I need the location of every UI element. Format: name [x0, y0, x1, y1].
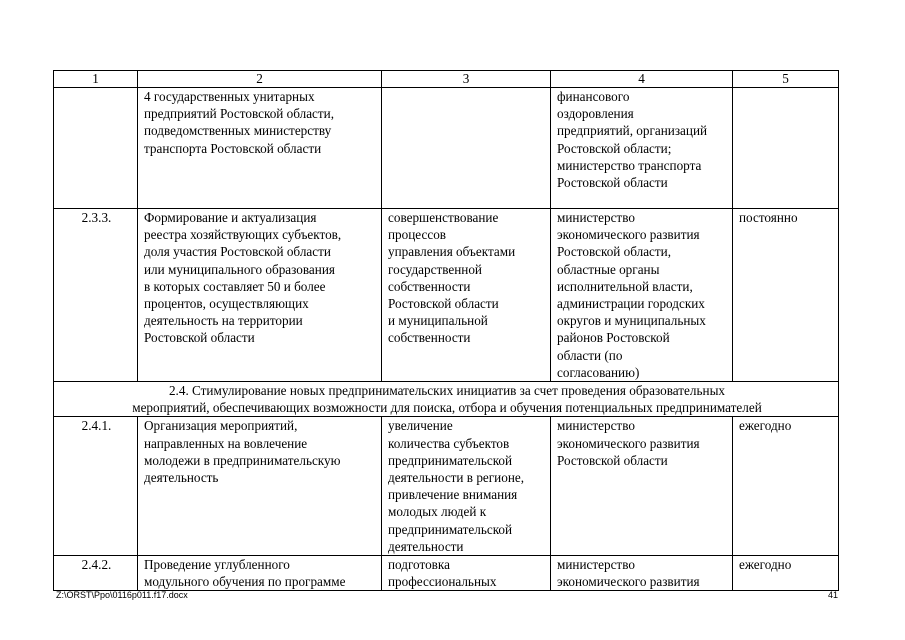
- table-row-continued: [54, 88, 839, 209]
- cell-name: Проведение углубленного модульного обучения по программе: [138, 556, 382, 591]
- table-header-row: [54, 71, 839, 88]
- header-col-2: 2: [138, 71, 382, 88]
- header-col-1: 1: [54, 71, 138, 88]
- cell-num: 2.4.2.: [54, 556, 138, 591]
- footer-file-path: Z:\ORST\Ppo\0116p011.f17.docx: [56, 590, 188, 600]
- cell-result: увеличение количества субъектов предпринимательской деятельности в регионе, привлечение внимания молодых людей к предпринимательской деятельности: [382, 417, 551, 556]
- cell-num: 2.4.1.: [54, 417, 138, 556]
- cell-executor: министерство экономического развития Ростовской области: [551, 417, 733, 556]
- cell-name: 4 государственных унитарных предприятий Ростовской области, подведомственных министерству транспорта Ростовской области: [138, 88, 382, 209]
- cell-executor: финансового оздоровления предприятий, организаций Ростовской области; министерство транспорта Ростовской области: [551, 88, 733, 209]
- cell-executor: министерство экономического развития Ростовской области, областные органы исполнительной власти, администрации городских округов и муниципальных районов Ростовской области (по согласованию): [551, 209, 733, 382]
- table-row-2-4-1: [54, 417, 839, 556]
- header-col-5: 5: [733, 71, 839, 88]
- cell-period: ежегодно: [733, 417, 839, 556]
- header-col-3: 3: [382, 71, 551, 88]
- cell-period: ежегодно: [733, 556, 839, 591]
- cell-num: 2.3.3.: [54, 209, 138, 382]
- cell-period: [733, 88, 839, 209]
- cell-executor: министерство экономического развития: [551, 556, 733, 591]
- header-col-4: 4: [551, 71, 733, 88]
- cell-result: совершенствование процессов управления объектами государственной собственности Ростовской области и муниципальной собственности: [382, 209, 551, 382]
- cell-result: [382, 88, 551, 209]
- measures-table: [53, 70, 839, 591]
- table-row-2-4-2: [54, 556, 839, 591]
- section-heading: 2.4. Стимулирование новых предпринимательских инициатив за счет проведения образовательных мероприятий, обеспечивающих возможности для поиска, отбора и обучения потенциальных предпринимателей: [54, 382, 839, 417]
- cell-name: Организация мероприятий, направленных на вовлечение молодежи в предпринимательскую деятельность: [138, 417, 382, 556]
- page-number: 41: [827, 590, 838, 600]
- cell-period: постоянно: [733, 209, 839, 382]
- section-row-2-4: [54, 382, 839, 417]
- cell-result: подготовка профессиональных: [382, 556, 551, 591]
- cell-name: Формирование и актуализация реестра хозяйствующих субъектов, доля участия Ростовской области или муниципального образования в которых составляет 50 и более процентов, осуществляющих деятельность на территории Ростовской области: [138, 209, 382, 382]
- table-row-2-3-3: [54, 209, 839, 382]
- cell-num: [54, 88, 138, 209]
